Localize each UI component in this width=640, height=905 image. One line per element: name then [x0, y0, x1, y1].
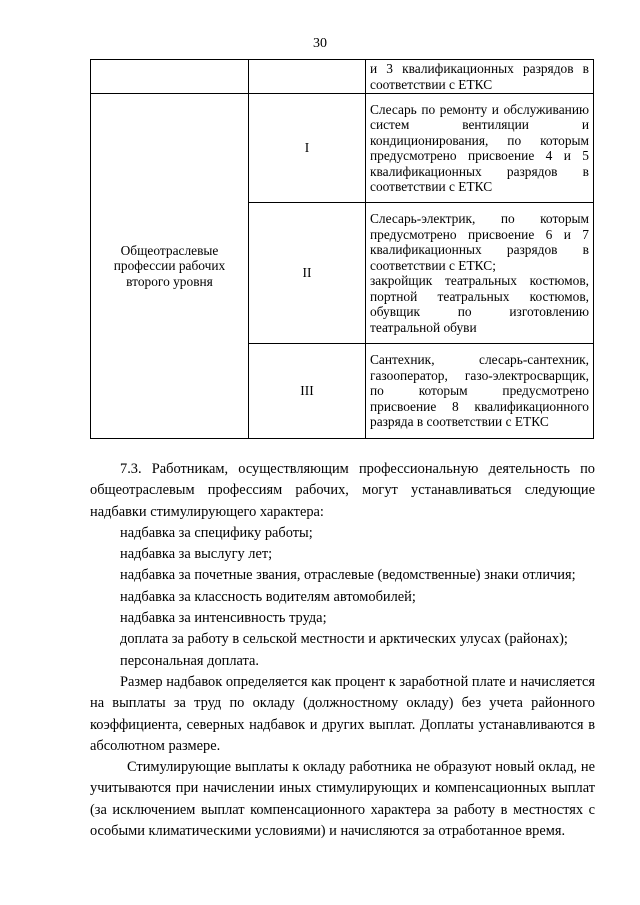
page-number: 30 [313, 36, 327, 51]
profession-list [366, 203, 594, 344]
table-cell-empty [91, 60, 249, 94]
paragraph-allowance-size: Размер надбавок определяется как процент к заработной плате и начисляется на выплаты за труд по окладу (должностному окладу) без учета районного коэффициента, северных надбавок и других выплат. Доплаты устанавливаются в абсолютном размере. [90, 673, 595, 754]
professional-group-label: Общеотраслевые профессии рабочих второго уровня [91, 94, 249, 439]
qualification-level: I [249, 94, 366, 203]
qualification-level: II [249, 203, 366, 344]
qualification-level: III [249, 344, 366, 439]
table-cell-text: и 3 квалификационных разрядов в соответствии с ЕТКС [366, 60, 594, 94]
table-row [91, 94, 594, 203]
profession-list-part: закройщик театральных костюмов, портной театральных костюмов, обувщик по изготовлению театральной обуви [370, 273, 589, 335]
table-row [91, 60, 594, 94]
qualification-table [90, 59, 594, 439]
profession-list-part: Слесарь-электрик, по которым предусмотрено присвоение 6 и 7 квалификационных разрядов в соответствии с ЕТКС; [370, 211, 589, 273]
section-7-3 [90, 459, 595, 842]
section-intro: 7.3. Работникам, осуществляющим профессиональную деятельность по общеотраслевым профессиям рабочих, могут устанавливаться следующие надбавки стимулирующего характера: [90, 461, 595, 520]
profession-list: Слесарь по ремонту и обслуживанию систем вентиляции и кондиционирования, по которым предусмотрено присвоение 4 и 5 квалификационных разрядов в соответствии с ЕТКС [366, 94, 594, 203]
list-item: доплата за работу в сельской местности и арктических улусах (районах); [120, 631, 568, 648]
list-item: надбавка за выслугу лет; [120, 546, 273, 563]
list-item: надбавка за специфику работы; [120, 524, 313, 541]
table-cell-empty [249, 60, 366, 94]
list-item: персональная доплата. [120, 652, 259, 669]
list-item: надбавка за интенсивность труда; [120, 610, 327, 627]
list-item: надбавка за почетные звания, отраслевые (ведомственные) знаки отличия; [120, 567, 576, 584]
list-item: надбавка за классность водителям автомобилей; [120, 588, 416, 605]
paragraph-incentive-payments: Стимулирующие выплаты к окладу работника не образуют новый оклад, не учитываются при начислении иных стимулирующих и компенсационных выплат (за исключением выплат компенсационного характера за работу в местностях с особыми климатическими условиями) и начисляются за отработанное время. [90, 759, 595, 840]
profession-list: Сантехник, слесарь-сантехник, газооператор, газо-электросварщик, по которым предусмотрено присвоение 8 квалификационного разряда в соответствии с ЕТКС [366, 344, 594, 439]
